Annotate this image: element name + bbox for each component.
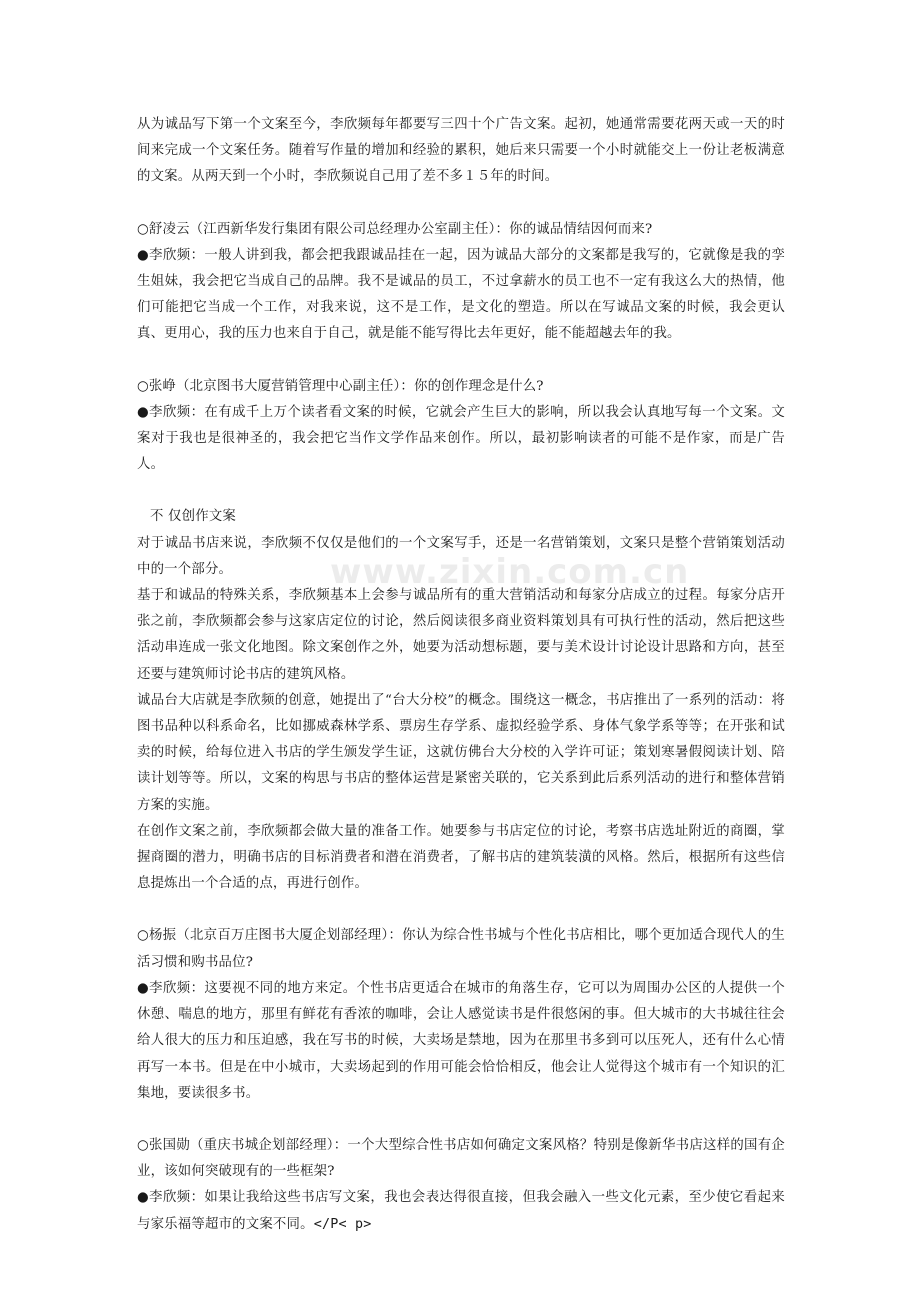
question-yang-zhen: ○杨振（北京百万庄图书大厦企划部经理）：你认为综合性书城与个性化书店相比，哪个更加适合现代人的生活习惯和购书品位? (137, 928, 785, 970)
question-zhang-zheng: ○张峥（北京图书大厦营销管理中心副主任）：你的创作理念是什么? (137, 378, 544, 394)
paragraph-gap (137, 348, 785, 374)
answer-li-xinpin-2: ●李欣频：在有成千上万个读者看文案的时候，它就会产生巨大的影响，所以我会认真地写每一个文案。文案对于我也是很神圣的，我会把它当作文学作品来创作。所以，最初影响读者的可能不是作家，而是广告人。 (137, 404, 785, 473)
answer-li-xinpin-3: ●李欣频：这要视不同的地方来定。个性书店更适合在城市的角落生存，它可以为周围办公区的人提供一个休憩、喘息的地方，那里有鲜花有香浓的咖啡，会让人感觉读书是件很悠闲的事。但大城市的大书城往往会给人很大的压力和压迫感，我在写书的时候，大卖场是禁地，因为在那里书多到可以压死人，还有什么心情再写一本书。但是在中小城市，大卖场起到的作用可能会恰恰相反，他会让人觉得这个城市有一个知识的汇集地，要读很多书。 (137, 980, 785, 1101)
section-paragraph-1: 对于诚品书店来说，李欣频不仅仅是他们的一个文案写手，还是一名营销策划，文案只是整个营销策划活动中的一个部分。 (137, 535, 785, 577)
section-paragraph-4: 在创作文案之前，李欣频都会做大量的准备工作。她要参与书店定位的讨论，考察书店选址附近的商圈，掌握商圈的潜力，明确书店的目标消费者和潜在消费者，了解书店的建筑装潢的风格。然后，根据所有这些信息提炼出一个合适的点，再进行创作。 (137, 823, 785, 892)
section-paragraph-3: 诚品台大店就是李欣频的创意，她提出了“台大分校”的概念。围绕这一概念，书店推出了一系列的活动：将图书品种以科系命名，比如挪威森林学系、票房生存学系、虚拟经验学系、身体气象学系等等；在开张和试卖的时候，给每位进入书店的学生颁发学生证，这就仿佛台大分校的入学许可证；策划寒暑假阅读计划、陪读计划等等。所以，文案的构思与书店的整体运营是紧密关联的，它关系到此后系列活动的进行和整体营销方案的实施。 (137, 692, 785, 813)
paragraph-gap (137, 191, 785, 217)
section-paragraph-2: 基于和诚品的特殊关系，李欣频基本上会参与诚品所有的重大营销活动和每家分店成立的过程。每家分店开张之前，李欣频都会参与这家店定位的讨论，然后阅读很多商业资料策划具有可执行性的活动，然后把这些活动串连成一张文化地图。除文案创作之外，她要为活动想标题，要与美术设计讨论设计思路和方向，甚至还要与建筑师讨论书店的建筑风格。 (137, 588, 785, 682)
stray-markup-tail: </P< p> (313, 1216, 372, 1232)
paragraph-gap (137, 1107, 785, 1133)
intro-paragraph: 从为诚品写下第一个文案至今，李欣频每年都要写三四十个广告文案。起初，她通常需要花两天或一天的时间来完成一个文案任务。随着写作量的增加和经验的累积，她后来只需要一个小时就能交上一份让老板满意的文案。从两天到一个小时，李欣频说自己用了差不多１５年的时间。 (137, 117, 785, 185)
document-body (137, 112, 785, 1238)
section-heading: 不 仅创作文案 (150, 509, 236, 525)
answer-li-xinpin-4 (137, 1185, 785, 1237)
answer-li-xinpin-1: ●李欣频：一般人讲到我，都会把我跟诚品挂在一起，因为诚品大部分的文案都是我写的，它就像是我的孪生姐妹，我会把它当成自己的品牌。我不是诚品的员工，不过拿薪水的员工也不一定有我这么大的热情，他们可能把它当成一个工作，对我来说，这不是工作，是文化的塑造。所以在写诚品文案的时候，我会更认真、更用心，我的压力也来自于自己，就是能不能写得比去年更好，能不能超越去年的我。 (137, 247, 785, 342)
question-shu-lingyun: ○舒凌云（江西新华发行集团有限公司总经理办公室副主任）：你的诚品情结因何而来? (137, 221, 653, 237)
question-zhang-guoxun: ○张国勋（重庆书城企划部经理）：一个大型综合性书店如何确定文案风格？特别是像新华书店这样的国有企业，该如何突破现有的一些框架? (137, 1137, 785, 1180)
answer-text: ●李欣频：如果让我给这些书店写文案，我也会表达得很直接，但我会融入一些文化元素，至少使它看起来与家乐福等超市的文案不同。 (137, 1190, 785, 1232)
watermark-logo: www.zixin.com.cn (330, 552, 690, 592)
paragraph-gap (137, 478, 785, 504)
paragraph-gap (137, 897, 785, 923)
